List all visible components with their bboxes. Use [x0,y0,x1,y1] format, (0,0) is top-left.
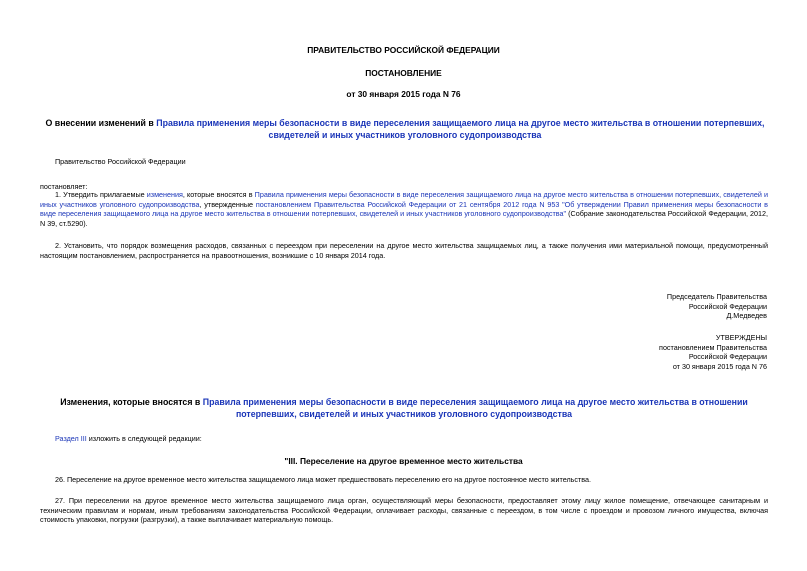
title-prefix: О внесении изменений в [45,118,157,128]
item1-text-b: , которые вносятся в [182,190,255,199]
approved-country: Российской Федерации [688,352,767,361]
decree-953-link[interactable]: постановлением Правительства Российской Федерации от 21 сентября 2012 года N 953 "Об утверждении Правил применения меры безопасности в виде переселения защищаемого лица на другое место жительства в отношении потерпевших, свидетелей и иных участников уголовного судопроизводства" [40,199,768,218]
section-3-title: "III. Переселение на другое временное место жительства [284,456,523,466]
changes-title [40,396,768,420]
item1-text-d: (Собрание законодательства Российской Федерации, 2012, N 39, ст.5290). [40,209,768,228]
postanovlyaet-line: постановляет: [40,182,88,191]
item1-text-a: 1. Утвердить прилагаемые [55,190,147,199]
rules-link[interactable]: Правила применения меры безопасности в виде переселения защищаемого лица на другое место жительства в отношении потерпевших, свидетелей и иных участников уголовного судопроизводства [40,190,768,209]
approved-date: от 30 января 2015 года N 76 [672,361,767,371]
approved-block [659,333,767,371]
approved-label: УТВЕРЖДЕНЫ [715,333,767,342]
item1-text-c: , утвержденные [199,199,256,209]
changes-title-prefix: Изменения, которые вносятся в [60,397,203,407]
approved-by: постановлением Правительства [659,342,767,352]
document-title [30,117,780,141]
changes-rules-link[interactable]: Правила применения меры безопасности в виде переселения защищаемого лица на другое место жительства в отношении потерпевших, свидетелей и иных участников уголовного судопроизводства [202,397,748,420]
government-line: Правительство Российской Федерации [55,157,186,166]
item-1-paragraph [40,190,768,228]
doc-type-heading: ПОСТАНОВЛЕНИЕ [365,68,442,78]
paragraph-27: 27. При переселении на другое временное место жительства защищаемого лица орган, осуществляющий меры безопасности, предоставляет этому лицу жилое помещение, отвечающее санитарным и техническим правилам и нормам, иным требованиям законодательства Российской Федерации, оплачивает расходы, связанные с переездом, в том числе с проездом и провозом личного имущества, включая стоимость упаковки, погрузки (разгрузки), а также выплачивает материальную помощь. [40,496,768,524]
item-2-paragraph: 2. Установить, что порядок возмещения расходов, связанных с переездом при переселении на другое место жительства защищаемых лиц, а также получения ими материальной помощи, предусмотренный настоящим постановлением, распространяется на правоотношения, возникшие с 10 января 2014 года. [40,241,768,260]
razdel-rest: изложить в следующей редакции: [86,434,202,443]
razdel-3-link[interactable]: Раздел III [55,434,87,443]
doc-date-heading: от 30 января 2015 года N 76 [346,89,461,99]
signature-country: Российской Федерации [688,301,767,311]
razdel-line [55,434,202,444]
government-heading: ПРАВИТЕЛЬСТВО РОССИЙСКОЙ ФЕДЕРАЦИИ [307,45,500,55]
signature-name: Д.Медведев [726,311,767,320]
signature-block [667,292,767,321]
changes-link[interactable]: изменения [146,190,183,199]
signature-position: Председатель Правительства [666,292,767,301]
title-rules-link[interactable]: Правила применения меры безопасности в виде переселения защищаемого лица на другое место жительства в отношении потерпевших, свидетелей и иных участников уголовного судопроизводства [156,118,765,141]
paragraph-26: 26. Переселение на другое временное место жительства защищаемого лица может предшествовать переселению его на другое постоянное место жительства. [55,475,592,484]
